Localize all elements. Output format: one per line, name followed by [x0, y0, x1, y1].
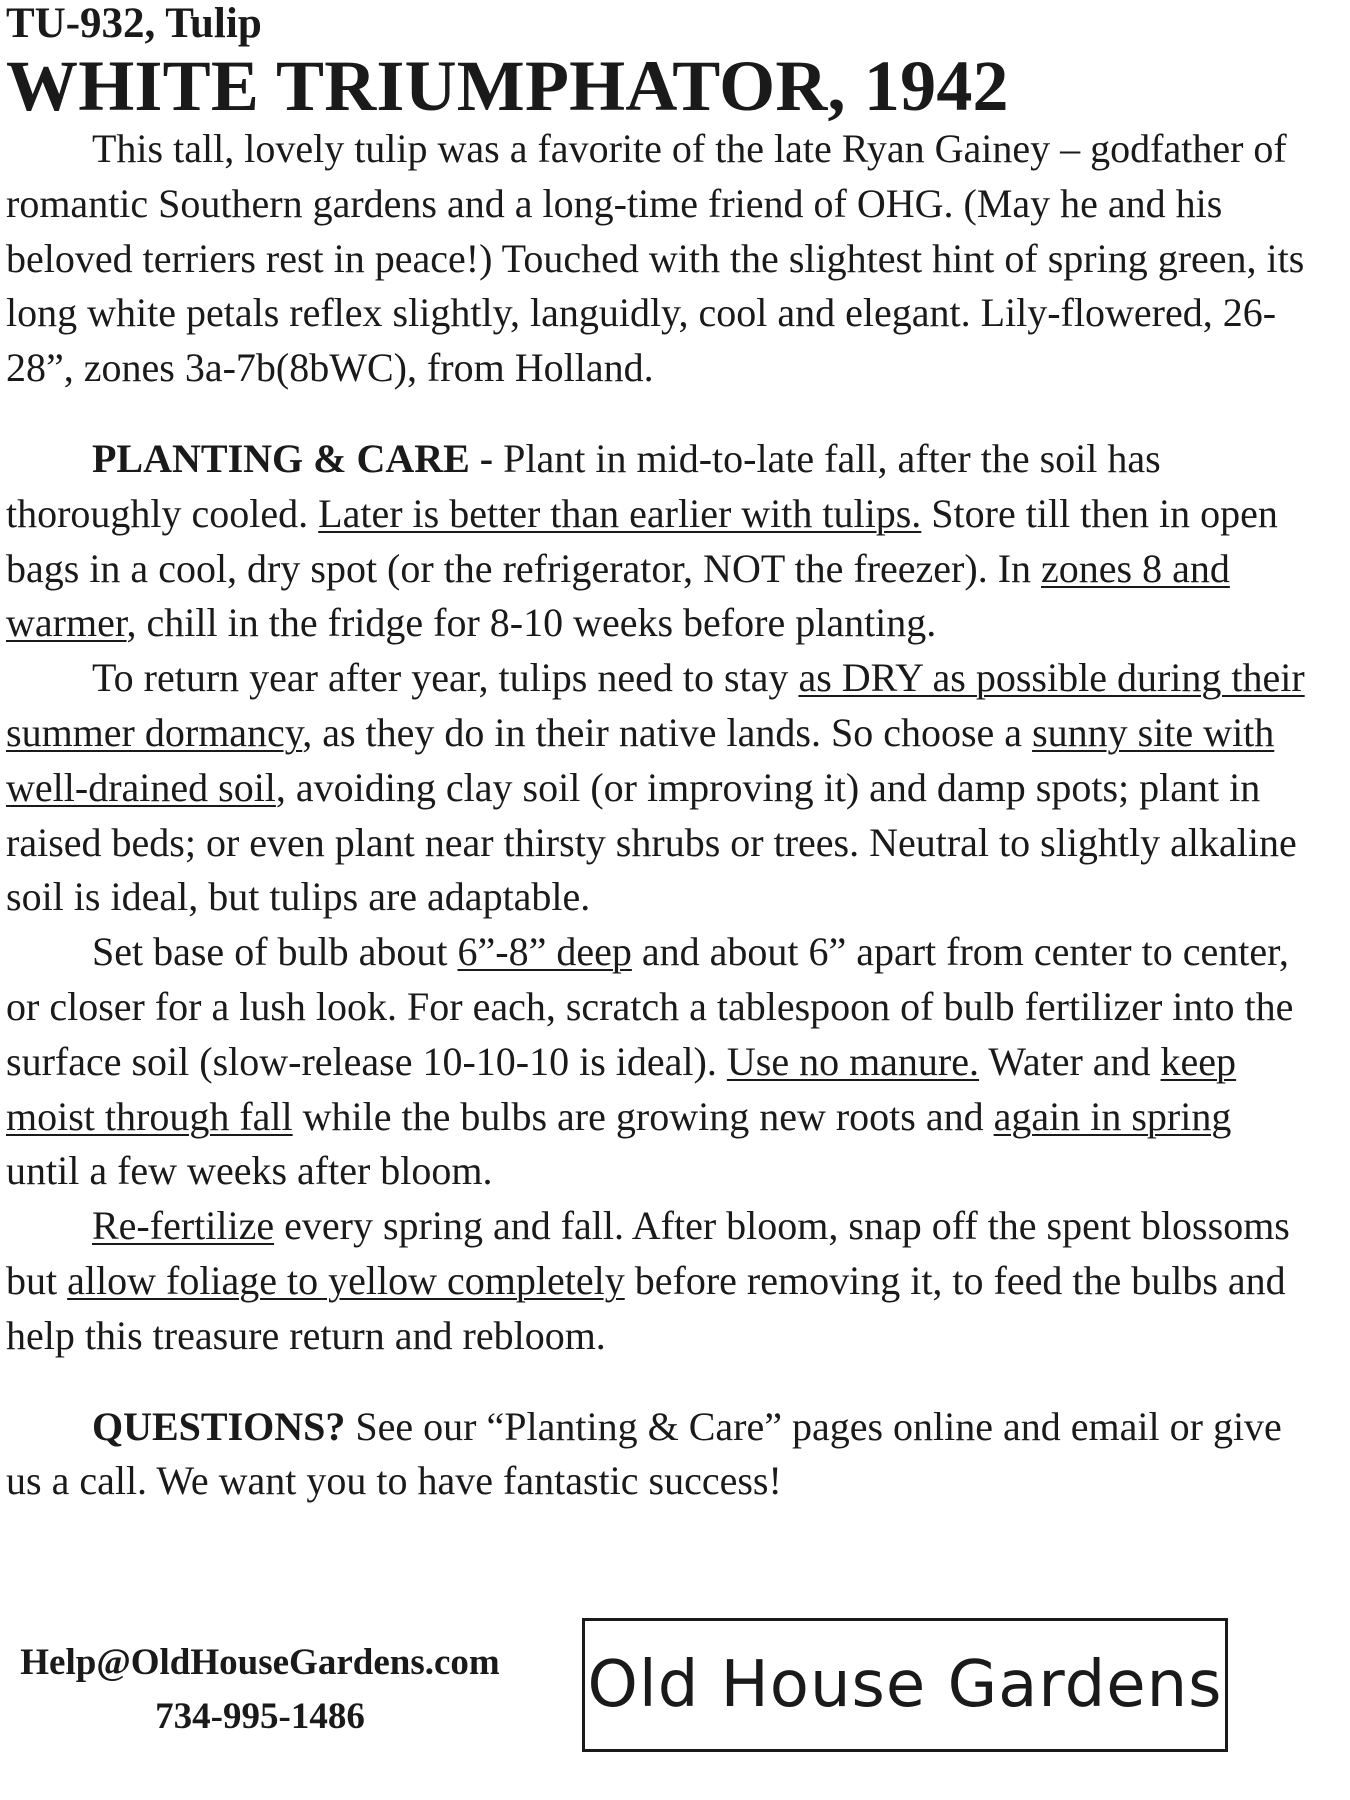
text-run: every spring and fall. After bloom, snap off the spent blossoms but — [6, 1203, 1290, 1303]
contact-email: Help@OldHouseGardens.com — [20, 1642, 500, 1683]
text-run: , chill in the fridge for 8-10 weeks before planting. — [126, 600, 937, 646]
brand-logo-text: Old House Gardens — [587, 1648, 1223, 1722]
text-run: , as they do in their native lands. So choose a — [302, 709, 1033, 755]
planting-paragraph-4 — [6, 1199, 1306, 1363]
underlined-text: again in spring — [993, 1093, 1232, 1139]
text-run: To return year after year, tulips need to stay — [92, 655, 799, 701]
text-run: Set base of bulb about — [92, 929, 458, 975]
planting-paragraph-3 — [6, 925, 1306, 1199]
planting-paragraph-1 — [6, 432, 1306, 651]
document-page — [6, 0, 1306, 1509]
text-run: Plant in mid-to-late fall, after the soil has thoroughly cooled. — [6, 435, 1161, 536]
text-run: while the bulbs are growing new roots and — [292, 1093, 994, 1139]
underlined-text: zones 8 and warmer — [6, 545, 1230, 646]
planting-heading: PLANTING & CARE - — [92, 435, 494, 481]
underlined-text: Use no manure. — [726, 1038, 980, 1084]
underlined-text: keep moist through fall — [6, 1038, 1237, 1139]
underlined-text: as DRY as possible during their summer dormancy — [6, 655, 1305, 755]
text-run: See our “Planting & Care” pages online and email or give us a call. We want you to have fantastic success! — [6, 1403, 1282, 1504]
questions-paragraph — [6, 1400, 1306, 1510]
text-run: , avoiding clay soil (or improving it) and damp spots; plant in raised beds; or even plant near thirsty shrubs or trees. Neutral to slightly alkaline soil is ideal, but tulips are adaptable. — [6, 764, 1297, 920]
underlined-text: Later is better than earlier with tulips. — [318, 490, 922, 536]
product-title: WHITE TRIUMPHATOR, 1942 — [6, 46, 1009, 126]
contact-block — [0, 1636, 520, 1744]
text-run: Store till then in open bags in a cool, dry spot (or the refrigerator, NOT the freezer). In — [6, 490, 1278, 591]
planting-paragraph-2 — [6, 651, 1306, 925]
intro-paragraph: This tall, lovely tulip was a favorite of the late Ryan Gainey – godfather of romantic Southern gardens and a long-time friend of OHG. (May he and his beloved terriers rest in peace!) Touched with the slightest hint of spring green, its long white petals reflex slightly, languidly, cool and elegant. Lily-flowered, 26-28”, zones 3a-7b(8bWC), from Holland. — [6, 126, 1305, 391]
brand-logo — [582, 1618, 1228, 1752]
text-run: until a few weeks after bloom. — [6, 1148, 493, 1194]
questions-heading: QUESTIONS? — [92, 1403, 346, 1449]
product-code: TU-932, Tulip — [6, 0, 262, 47]
text-run: before removing it, to feed the bulbs and help this treasure return and rebloom. — [6, 1257, 1286, 1358]
text-run: and about 6” apart from center to center, or closer for a lush look. For each, scratch a tablespoon of bulb fertilizer into the surface soil (slow-release 10-10-10 is ideal). — [6, 929, 1294, 1084]
contact-phone: 734-995-1486 — [155, 1696, 365, 1737]
underlined-text: sunny site with well-drained soil — [6, 709, 1275, 810]
text-run: Water and — [979, 1038, 1161, 1084]
underlined-text: allow foliage to yellow completely — [67, 1257, 625, 1303]
underlined-text: 6”-8” deep — [457, 929, 632, 975]
underlined-text: Re-fertilize — [92, 1203, 275, 1249]
